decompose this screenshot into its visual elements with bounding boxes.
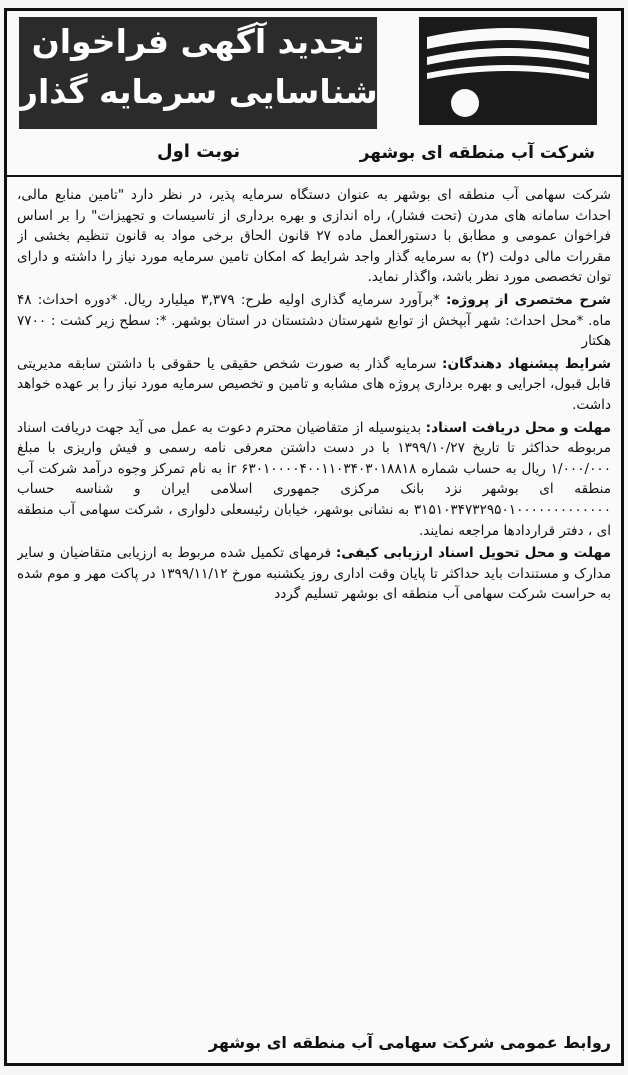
conditions-text: سرمایه گذار به صورت شخص حقیقی یا حقوقی با داشتن سابقه مدیریتی قابل قبول، اجرایی و بهره برداری پروژه های مشابه و تامین و تخصیص سرمایه مورد نیاز را بر عهده خواهد داشت. — [17, 355, 611, 413]
docs-section — [17, 418, 611, 542]
conditions-heading: شرایط پیشنهاد دهندگان: — [442, 355, 611, 372]
notice-frame — [4, 8, 624, 1066]
title-banner — [19, 17, 377, 129]
signature-line: روابط عمومی شرکت سهامی آب منطقه ای بوشهر — [208, 1033, 611, 1052]
title-line-2: شناسایی سرمایه گذار — [19, 72, 378, 111]
notice-header — [7, 11, 621, 161]
round-label: نوبت اول — [157, 141, 241, 162]
project-text: *برآورد سرمایه گذاری اولیه طرح: ۳,۳۷۹ میلیارد ریال. *دوره احداث: ۴۸ ماه. *محل احداث: شهر آبپخش از توابع شهرستان دشتستان در استان بوشهر. *: سطح زیر کشت : ۷۷۰۰ هکتار — [17, 291, 611, 350]
project-section — [17, 290, 611, 352]
docs-text: بدینوسیله از متقاضیان محترم دعوت به عمل می آید جهت دریافت اسناد مربوطه حداکثر تا تاریخ ۱۳۹۹/۱۰/۲۷ با در دست داشتن معرفی نامه رسمی و فیش واریزی با مبلغ ۱/۰۰۰/۰۰۰ ریال به حساب شماره ir ۶۳۰۱۰۰۰۰۴۰۰۱۱۰۳۴۰۳۰۱۸۸۱۸ به نام تمرکز وجوه درآمد شرکت آب منطقه ای بوشهر نزد بانک مرکزی جمهوری اسلامی ایران و شناسه حساب ۳۱۵۱۰۳۴۷۳۲۹۵۰۱۰۰۰۰۰۰۰۰۰۰۰۰۰ به نشانی بوشهر، خیابان رئیسعلی دلواری ، شرکت سهامی آب منطقه ای ، دفتر قراردادها مراجعه نمایند. — [17, 419, 611, 539]
docs-heading: مهلت و محل دریافت اسناد: — [425, 419, 611, 436]
company-name: شرکت آب منطقه ای بوشهر — [359, 143, 595, 163]
intro-paragraph: شرکت سهامی آب منطقه ای بوشهر به عنوان دستگاه سرمایه پذیر، در نظر دارد "تامین منابع مالی، احداث سامانه های مدرن (تحت فشار)، راه اندازی و بهره برداری از تاسیسات و تجهیزات" را بر اساس فراخوان عمومی و مطابق با دستورالعمل ماده ۲۷ قانون الحاق برخی مواد به قانون تنظیم بخشی از مقررات مالی دولت (۲) به سرمایه گذار واجد شرایط که امکان تامین سرمایه مورد نیاز را داشته و دارای توان تخصصی مورد نظر باشد، واگذار نماید. — [17, 187, 611, 286]
eval-section — [17, 543, 611, 605]
notice-body — [17, 185, 611, 1055]
project-heading: شرح مختصری از پروژه: — [445, 291, 611, 308]
water-company-logo-icon — [419, 17, 597, 125]
header-divider — [7, 175, 621, 177]
eval-heading: مهلت و محل تحویل اسناد ارزیابی کیفی: — [335, 545, 611, 562]
title-line-1: تجدید آگهی فراخوان — [31, 22, 365, 61]
conditions-section — [17, 354, 611, 416]
eval-text: فرمهای تکمیل شده مربوط به ارزیابی متقاضیان و سایر مدارک و مستندات باید حداکثر تا پایان وقت اداری روز یکشنبه مورخ ۱۳۹۹/۱۱/۱۲ در پاکت مهر و موم شده به حراست شرکت سهامی آب منطقه ای بوشهر تسلیم گردد — [17, 545, 611, 603]
